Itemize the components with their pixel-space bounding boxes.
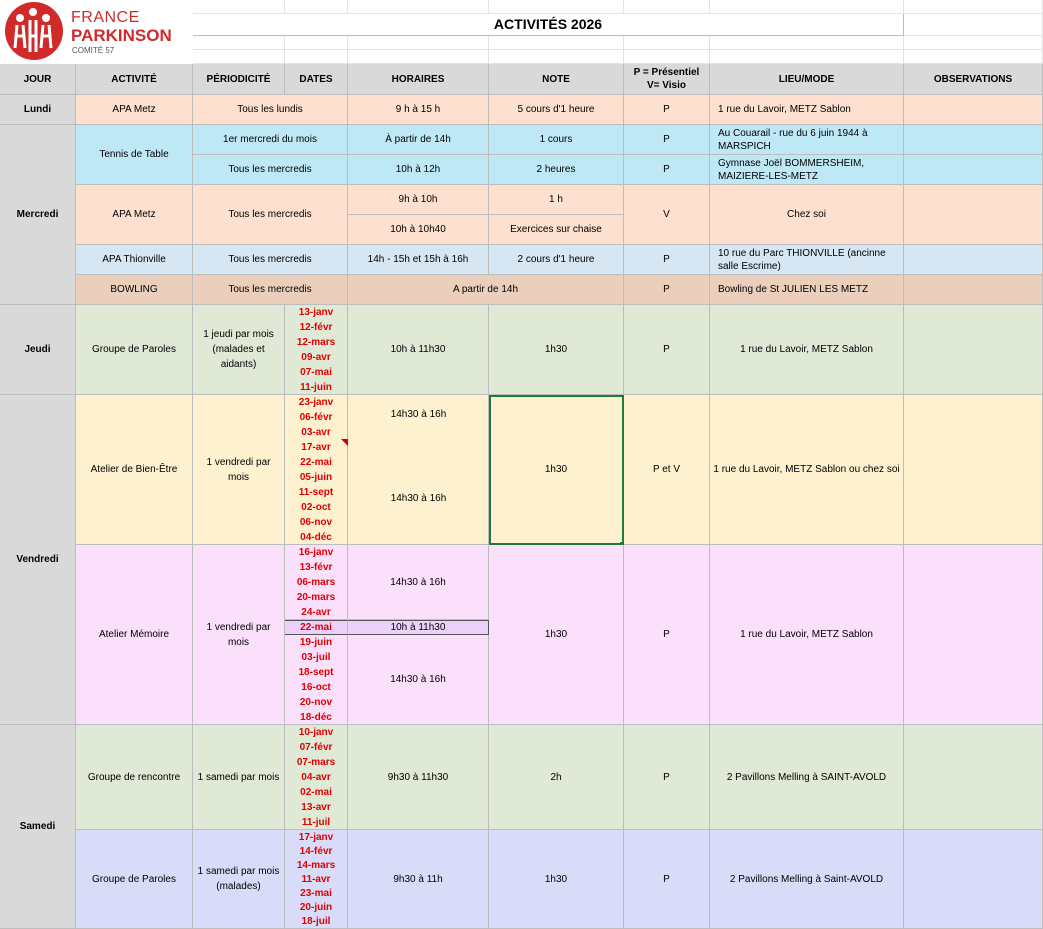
france-parkinson-logo — [0, 0, 193, 64]
sheet-title[interactable] — [193, 14, 904, 36]
cell-text: Bowling de St JULIEN LES METZ — [718, 284, 869, 295]
cell-text: Au Couarail - rue du 6 juin 1944 à MARSPICH — [718, 127, 868, 152]
cell-text: P — [663, 629, 670, 640]
cell-note[interactable] — [489, 305, 624, 395]
date-item: 13-janv — [298, 306, 334, 318]
cell-text: 2h — [550, 771, 562, 783]
cell-mode[interactable] — [624, 305, 710, 395]
day-label: Vendredi — [16, 554, 59, 565]
cell-text: Tous les lundis — [237, 104, 303, 115]
cell-note-selected[interactable] — [489, 395, 624, 545]
cell-horaires[interactable] — [348, 830, 489, 929]
cell-text: APA Thionville — [102, 254, 166, 265]
date-item: 11-juil — [301, 816, 331, 828]
cell-text: 14h30 à 16h — [390, 409, 447, 420]
cell-text: 10h à 11h30 — [390, 622, 446, 633]
cell[interactable] — [904, 36, 1043, 50]
date-item: 18-déc — [300, 711, 332, 723]
cell-mode[interactable] — [624, 395, 710, 545]
cell-observations[interactable] — [904, 155, 1043, 185]
cell-horaires[interactable] — [348, 95, 489, 125]
cell-text: 5 cours d'1 heure — [517, 104, 595, 115]
cell-lieu[interactable] — [710, 95, 904, 125]
cell-text: Groupe de Paroles — [92, 873, 176, 885]
cell-observations[interactable] — [904, 245, 1043, 275]
cell[interactable] — [193, 0, 285, 14]
cell[interactable] — [624, 36, 710, 50]
cell-note[interactable] — [489, 545, 624, 725]
cell-periodicite[interactable] — [193, 125, 348, 155]
cell-text: 1 samedi par mois — [197, 866, 280, 877]
date-item: 13-avr — [301, 801, 331, 813]
header-horaires[interactable] — [348, 64, 489, 95]
cell-text: A partir de 14h — [452, 284, 519, 295]
cell[interactable] — [710, 36, 904, 50]
cell-text: 1er mercredi du mois — [223, 134, 317, 145]
cell-horaires[interactable] — [348, 125, 489, 155]
date-item: 04-avr — [301, 771, 331, 783]
date-item: 17-janv — [298, 832, 334, 843]
cell-text: APA Metz — [112, 209, 156, 220]
cell-mode[interactable] — [624, 275, 710, 305]
cell-periodicite[interactable] — [193, 830, 285, 929]
cell-lieu[interactable] — [710, 830, 904, 929]
cell-text: 1 rue du Lavoir, METZ Sablon — [740, 344, 873, 355]
cell-horaires[interactable] — [348, 635, 489, 725]
cell-mode[interactable] — [624, 125, 710, 155]
date-item: 14-févr — [299, 846, 333, 857]
cell-observations[interactable] — [904, 95, 1043, 125]
cell-observations[interactable] — [904, 395, 1043, 545]
cell-activite[interactable] — [76, 275, 193, 305]
date-item: 10-janv — [298, 726, 334, 738]
date-item: 02-mai — [300, 786, 332, 798]
header-label: V= Visio — [646, 80, 686, 91]
day-jeudi[interactable] — [0, 305, 76, 395]
date-item: 05-juin — [299, 471, 333, 483]
comment-indicator-icon[interactable] — [341, 439, 348, 446]
cell-text: 1 cours — [539, 134, 573, 145]
day-lundi[interactable] — [0, 95, 76, 125]
cell[interactable] — [710, 50, 904, 64]
day-mercredi[interactable] — [0, 125, 76, 305]
date-item: 18-juil — [301, 916, 331, 927]
cell-text: 2 heures — [536, 164, 576, 175]
cell-text: 1 rue du Lavoir, METZ Sablon ou chez soi — [713, 464, 900, 475]
header-mode[interactable] — [624, 64, 710, 95]
cell-text: 9h à 10h — [398, 194, 438, 205]
cell-text: Atelier Mémoire — [98, 629, 170, 640]
date-item: 03-juil — [301, 651, 331, 663]
cell-text: BOWLING — [110, 284, 158, 295]
cell-text: 2 Pavillons Melling à Saint-AVOLD — [729, 873, 884, 885]
cell-lieu[interactable] — [710, 305, 904, 395]
cell-text: P — [663, 873, 670, 885]
cell-horaires[interactable] — [348, 545, 489, 620]
cell-activite[interactable] — [76, 830, 193, 929]
cell[interactable] — [710, 0, 904, 14]
header-label: ACTIVITÉ — [111, 73, 157, 85]
cell-text: (malades et — [212, 344, 265, 355]
cell-horaires[interactable] — [348, 275, 624, 305]
cell-text: Tous les mercredis — [228, 284, 312, 295]
cell-text: 14h30 à 16h — [390, 493, 447, 504]
date-item: 11-juin — [300, 381, 332, 393]
cell[interactable] — [193, 36, 285, 50]
cell-text: mois — [227, 636, 250, 648]
cell[interactable] — [489, 50, 624, 64]
cell-text: 1 h — [549, 194, 563, 205]
logo-text-france: FRANCE — [71, 9, 140, 26]
cell-text: Groupe de Paroles — [92, 344, 176, 355]
date-item: 20-juin — [299, 902, 333, 913]
cell[interactable] — [904, 50, 1043, 64]
cell-activite[interactable] — [76, 395, 193, 545]
date-item: 07-févr — [299, 741, 333, 753]
cell-note[interactable] — [489, 725, 624, 830]
date-item: 06-nov — [299, 516, 333, 528]
day-vendredi[interactable] — [0, 395, 76, 725]
date-item: 11-sept — [298, 486, 334, 498]
header-lieu[interactable] — [710, 64, 904, 95]
cell[interactable] — [489, 36, 624, 50]
cell-observations[interactable] — [904, 125, 1043, 155]
cell-mode[interactable] — [624, 725, 710, 830]
cell-text: Chez soi — [787, 209, 826, 220]
header-label: OBSERVATIONS — [933, 73, 1013, 85]
cell-text: 10 rue du Parc THIONVILLE (ancinne salle Escrime) — [718, 247, 886, 272]
date-item: 16-janv — [298, 546, 334, 558]
cell-text: Gymnase Joël BOMMERSHEIM, MAIZIERE-LES-METZ — [718, 157, 865, 182]
cell-horaires[interactable] — [348, 725, 489, 830]
cell-horaires[interactable] — [348, 155, 489, 185]
header-label: PÉRIODICITÉ — [206, 73, 271, 85]
cell[interactable] — [285, 50, 348, 64]
logo-text-parkinson: PARKINSON — [71, 26, 172, 45]
cell-lieu[interactable] — [710, 725, 904, 830]
day-samedi[interactable] — [0, 725, 76, 929]
cell-activite[interactable] — [76, 125, 193, 185]
header-note[interactable] — [489, 64, 624, 95]
cell-horaires[interactable] — [348, 305, 489, 395]
date-item: 03-avr — [301, 426, 331, 438]
cell-lieu[interactable] — [710, 155, 904, 185]
sheet-title-text: ACTIVITÉS 2026 — [493, 16, 603, 32]
cell[interactable] — [348, 36, 489, 50]
cell-note[interactable] — [489, 185, 624, 215]
cell-text: P — [663, 344, 670, 355]
header-observations[interactable] — [904, 64, 1043, 95]
cell-text: Tous les mercredis — [228, 164, 312, 175]
cell[interactable] — [348, 0, 489, 14]
cell-text: 1 vendredi par — [206, 456, 271, 468]
cell-periodicite[interactable] — [193, 545, 285, 725]
cell[interactable] — [904, 14, 1043, 36]
cell-mode[interactable] — [624, 245, 710, 275]
cell-activite[interactable] — [76, 305, 193, 395]
cell-observations[interactable] — [904, 545, 1043, 725]
day-label: Samedi — [19, 821, 56, 832]
cell-text: 14h - 15h et 15h à 16h — [367, 254, 469, 265]
cell-text: 1 rue du Lavoir, METZ Sablon — [718, 104, 851, 115]
cell-dates[interactable] — [285, 305, 348, 395]
cell-text: mois — [227, 471, 250, 483]
cell-dates[interactable] — [285, 620, 348, 635]
cell-text: Atelier de Bien-Être — [90, 464, 178, 475]
cell-lieu[interactable] — [710, 245, 904, 275]
date-item: 19-juin — [299, 636, 333, 648]
cell-periodicite[interactable] — [193, 95, 348, 125]
header-periodicite[interactable] — [193, 64, 285, 95]
cell-note[interactable] — [489, 155, 624, 185]
date-item: 22-mai — [300, 622, 332, 633]
cell-text: P — [663, 284, 670, 295]
cell-text: 10h à 10h40 — [390, 224, 446, 235]
day-label: Lundi — [23, 104, 52, 115]
cell-lieu[interactable] — [710, 275, 904, 305]
date-item: 13-févr — [299, 561, 333, 573]
cell-text: À partir de 14h — [385, 134, 451, 145]
cell[interactable] — [489, 0, 624, 14]
cell-text: 10h à 11h30 — [390, 344, 446, 355]
cell-text: Tous les mercredis — [228, 209, 312, 220]
cell-observations[interactable] — [904, 725, 1043, 830]
cell-dates[interactable] — [285, 725, 348, 830]
date-item: 12-févr — [299, 321, 333, 333]
cell[interactable] — [285, 0, 348, 14]
cell-text: 1h30 — [544, 344, 568, 355]
cell-note[interactable] — [489, 245, 624, 275]
cell-text: P — [663, 134, 670, 145]
cell-dates[interactable] — [285, 545, 348, 620]
cell-periodicite[interactable] — [193, 185, 348, 245]
cell-text: P — [663, 104, 670, 115]
cell-note[interactable] — [489, 215, 624, 245]
cell-periodicite[interactable] — [193, 155, 348, 185]
cell-activite[interactable] — [76, 725, 193, 830]
cell-note[interactable] — [489, 95, 624, 125]
cell-observations[interactable] — [904, 185, 1043, 245]
cell-activite[interactable] — [76, 95, 193, 125]
cell-horaires[interactable] — [348, 245, 489, 275]
cell-text: P — [663, 771, 670, 783]
date-item: 20-nov — [299, 696, 333, 708]
header-dates[interactable] — [285, 64, 348, 95]
cell-observations[interactable] — [904, 830, 1043, 929]
cell-text: V — [663, 209, 670, 220]
cell-text: APA Metz — [112, 104, 156, 115]
day-label: Jeudi — [24, 344, 51, 355]
cell-observations[interactable] — [904, 305, 1043, 395]
cell-text: 1 samedi par mois — [197, 771, 280, 783]
cell-note[interactable] — [489, 830, 624, 929]
cell-text: Tous les mercredis — [228, 254, 312, 265]
cell-note[interactable] — [489, 125, 624, 155]
date-item: 14-mars — [296, 860, 336, 871]
cell-mode[interactable] — [624, 155, 710, 185]
cell-periodicite[interactable] — [193, 305, 285, 395]
cell-text: 9h30 à 11h30 — [387, 771, 449, 783]
cell-text: 9h30 à 11h — [393, 873, 443, 885]
date-item: 24-avr — [301, 606, 331, 618]
cell-text: 2 cours d'1 heure — [517, 254, 595, 265]
cell-observations[interactable] — [904, 275, 1043, 305]
date-item: 02-oct — [301, 501, 331, 513]
cell-text: 2 Pavillons Melling à SAINT-AVOLD — [726, 771, 887, 783]
cell-text: 9 h à 15 h — [395, 104, 441, 115]
cell-text: Exercices sur chaise — [510, 224, 602, 235]
header-label: P = Présentiel — [633, 67, 700, 78]
cell-text: 1 vendredi par — [206, 621, 271, 633]
cell-text: 10h à 12h — [395, 164, 441, 175]
cell-text: Tennis de Table — [99, 149, 169, 160]
date-item: 09-avr — [301, 351, 331, 363]
cell[interactable] — [193, 50, 285, 64]
cell[interactable] — [348, 50, 489, 64]
cell-text: 14h30 à 16h — [390, 576, 446, 588]
cell-periodicite[interactable] — [193, 275, 348, 305]
date-item: 16-oct — [301, 681, 331, 693]
cell-text: 1h30 — [544, 873, 568, 885]
date-item: 07-mars — [296, 756, 336, 768]
date-item: 12-mars — [296, 336, 336, 348]
date-item: 06-févr — [299, 411, 333, 423]
date-item: 23-mai — [300, 888, 332, 899]
header-activite[interactable] — [76, 64, 193, 95]
cell-text: (malades) — [216, 881, 261, 892]
cell-activite[interactable] — [76, 185, 193, 245]
cell-text: 1h30 — [544, 464, 568, 475]
cell-mode[interactable] — [624, 185, 710, 245]
header-label: HORAIRES — [391, 73, 445, 85]
header-jour[interactable] — [0, 64, 76, 95]
cell-horaires[interactable] — [348, 215, 489, 245]
date-item: 11-avr — [301, 874, 331, 885]
cell[interactable] — [285, 36, 348, 50]
date-item: 06-mars — [296, 576, 336, 588]
cell-text: aidants) — [220, 359, 257, 370]
cell-periodicite[interactable] — [193, 725, 285, 830]
cell-dates[interactable] — [285, 830, 348, 929]
cell-lieu[interactable] — [710, 185, 904, 245]
cell-text: 1 rue du Lavoir, METZ Sablon — [740, 629, 873, 640]
header-label: DATES — [299, 73, 333, 85]
cell-text: 1 jeudi par mois — [203, 329, 274, 340]
date-item: 22-mai — [300, 456, 332, 468]
cell-text: 1h30 — [544, 629, 568, 640]
cell-text: P — [663, 164, 670, 175]
cell-horaires[interactable] — [348, 620, 489, 635]
cell-mode[interactable] — [624, 830, 710, 929]
date-item: 23-janv — [298, 396, 334, 408]
date-item: 07-mai — [300, 366, 332, 378]
cell-activite[interactable] — [76, 245, 193, 275]
cell-lieu[interactable] — [710, 545, 904, 725]
date-item: 17-avr — [301, 441, 331, 453]
cell-lieu[interactable] — [710, 395, 904, 545]
cell-lieu[interactable] — [710, 125, 904, 155]
cell-text: P et V — [652, 464, 681, 475]
cell-mode[interactable] — [624, 95, 710, 125]
date-item: 18-sept — [298, 666, 334, 678]
date-item: 20-mars — [296, 591, 336, 603]
logo-text-comite: COMITÉ 57 — [72, 46, 115, 55]
cell-text: 14h30 à 16h — [390, 674, 446, 685]
cell-text: Groupe de rencontre — [87, 771, 181, 783]
cell-text: P — [663, 254, 670, 265]
cell-dates[interactable] — [285, 635, 348, 725]
cell[interactable] — [904, 0, 1043, 14]
cell-periodicite[interactable] — [193, 245, 348, 275]
cell[interactable] — [624, 0, 710, 14]
cell-activite[interactable] — [76, 545, 193, 725]
cell-periodicite[interactable] — [193, 395, 285, 545]
header-label: LIEU/MODE — [778, 73, 835, 85]
date-item: 04-déc — [300, 531, 332, 543]
header-label: JOUR — [23, 73, 52, 85]
cell-horaires[interactable] — [348, 185, 489, 215]
cell-dates[interactable] — [285, 395, 348, 545]
cell-mode[interactable] — [624, 545, 710, 725]
header-label: NOTE — [542, 73, 570, 85]
cell[interactable] — [624, 50, 710, 64]
day-label: Mercredi — [16, 209, 59, 220]
